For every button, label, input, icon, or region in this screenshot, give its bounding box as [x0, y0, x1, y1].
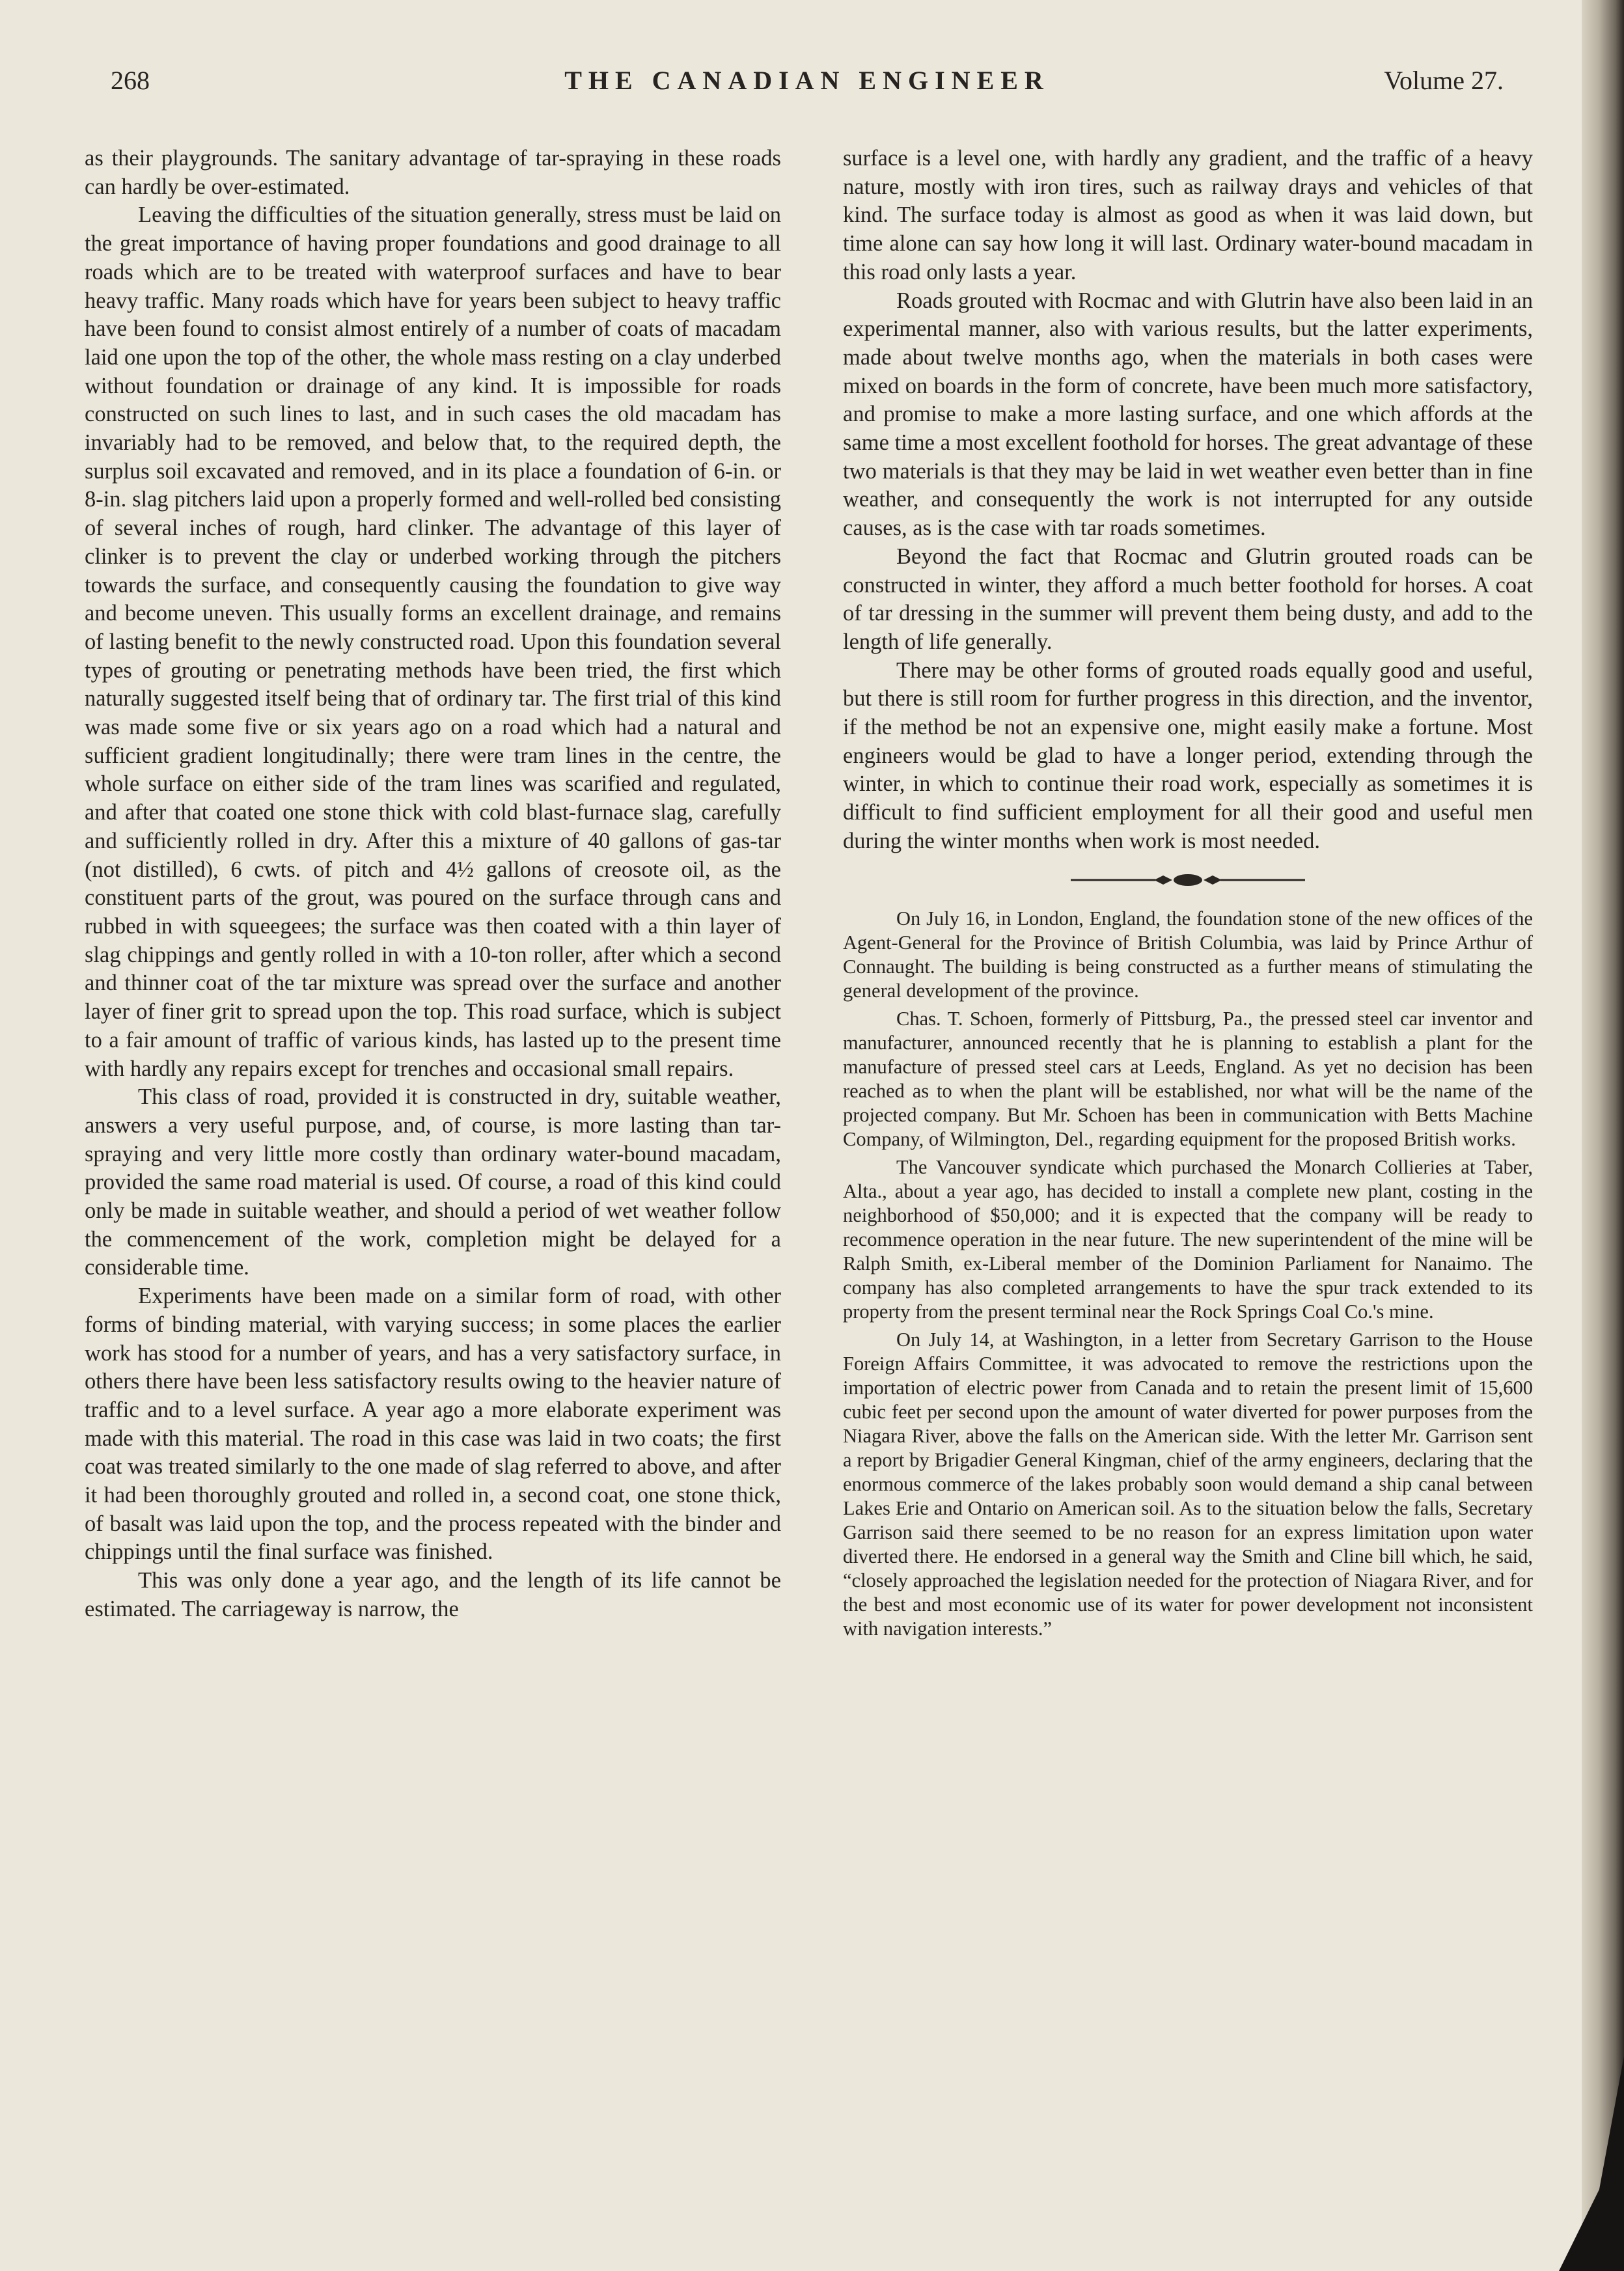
left-column — [85, 145, 781, 1624]
page-number: 268 — [111, 66, 150, 95]
book-binding-edge — [1582, 0, 1624, 2271]
paragraph: as their playgrounds. The sanitary advantage of tar-spraying in these roads can hardly be over-estimated. — [85, 146, 781, 199]
news-item: The Vancouver syndicate which purchased the Monarch Collieries at Taber, Alta., about a year ago, has decided to install a complete new plant, costing in the neighborhood of $50,000; and it is expected that the company will be ready to recommence operation in the near future. The new superintendent of the mine will be Ralph Smith, ex-Liberal member of the Dominion Parliament for Nanaimo. The company has also completed arrangements to have the spur track extended to its property from the present terminal near the Rock Springs Coal Co.'s mine. — [843, 1155, 1533, 1323]
news-item: Chas. T. Schoen, formerly of Pittsburg, Pa., the pressed steel car inventor and manufacturer, announced recently that he is planning to establish a plant for the manufacture of pressed steel cars at Leeds, England. As yet no decision has been reached as to when the plant will be established, nor what will be the name of the projected company. But Mr. Schoen has been in communication with Betts Machine Company, of Wilmington, Del., regarding equipment for the proposed British works. — [843, 1007, 1533, 1150]
article-continuation — [843, 145, 1533, 856]
right-column — [843, 145, 1533, 1645]
section-divider-ornament — [1071, 869, 1305, 891]
paragraph: surface is a level one, with hardly any gradient, and the traffic of a heavy nature, mostly with iron tires, such as railway drays and vehicles of that kind. The surface today is almost as good as when it was laid down, but time alone can say how long it will last. Ordinary water-bound macadam in this road only lasts a year. — [843, 146, 1533, 284]
running-header — [111, 65, 1504, 104]
news-items — [843, 907, 1533, 1641]
news-item: On July 14, at Washington, in a letter from Secretary Garrison to the House Foreign Affairs Committee, it was advocated to remove the restrictions upon the importation of electric power from Canada and to retain the present limit of 15,600 cubic feet per second upon the amount of water diverted for power purposes from the Niagara River, above the falls on the American side. With the letter Mr. Garrison sent a report by Brigadier General Kingman, chief of the army engineers, declaring that the enormous commerce of the lakes probably soon would demand a ship canal between Lakes Erie and Ontario on American soil. As to the situation below the falls, Secretary Garrison said there seemed to be no reason for an express limitation upon water diverted there. He endorsed in a general way the Smith and Cline bill which, he said, “closely approached the legislation needed for the protection of Niagara River, and for the best and most economic use of its water for power development not inconsistent with navigation interests.” — [843, 1328, 1533, 1640]
paragraph: Beyond the fact that Rocmac and Glutrin grouted roads can be constructed in winter, they afford a much better foothold for horses. A coat of tar dressing in the summer will prevent them being dusty, and add to the length of life generally. — [843, 544, 1533, 654]
volume-label: Volume 27. — [1384, 66, 1504, 95]
paragraph: Roads grouted with Rocmac and with Glutrin have also been laid in an experimental manner, also with various results, but the latter experiments, made about twelve months ago, when the materials in both cases were mixed on boards in the form of concrete, have been much more satisfactory, and promise to make a more lasting surface, and one which affords at the same time a most excellent foothold for horses. The great advantage of these two materials is that they may be laid in wet weather even better than in fine weather, and consequently the work is not interrupted for any outside causes, as is the case with tar roads sometimes. — [843, 288, 1533, 541]
paragraph: There may be other forms of grouted roads equally good and useful, but there is still room for further progress in this direction, and the inventor, if the method be not an expensive one, might easily make a fortune. Most engineers would be glad to have a longer period, extending through the winter, in which to continue their road work, especially as sometimes it is difficult to find sufficient employment for all their good and useful men during the winter months when work is most needed. — [843, 657, 1533, 853]
paragraph: Leaving the difficulties of the situation generally, stress must be laid on the great importance of having proper foundations and good drainage to all roads which are to be treated with waterproof surfaces and have to bear heavy traffic. Many roads which have for years been subject to heavy traffic have been found to consist almost entirely of a number of coats of macadam laid one upon the top of the other, the whole mass resting on a clay underbed without foundation or drainage of any kind. It is impossible for roads constructed on such lines to last, and in such cases the old macadam has invariably had to be removed, and below that, to the required depth, the surplus soil excavated and removed, and in its place a foundation of 6-in. or 8-in. slag pitchers laid upon a properly formed and well-rolled bed consisting of several inches of rough, hard clinker. The advantage of this layer of clinker is to prevent the clay or underbed working through the pitchers towards the surface, and consequently causing the foundation to give way and become uneven. This usually forms an excellent drainage, and remains of lasting benefit to the newly constructed road. Upon this foundation several types of grouting or penetrating methods have been tried, the first which naturally suggested itself being that of ordinary tar. The first trial of this kind was made some five or six years ago on a road which had a natural and sufficient gradient longitudinally; there were tram lines in the centre, the whole surface on either side of the tram lines was scarified and regulated, and after that coated one stone thick with cold blast-furnace slag, carefully and sufficiently rolled in dry. After this a mixture of 40 gallons of gas-tar (not distilled), 6 cwts. of pitch and 4½ gallons of creosote oil, as the constituent parts of the grout, was poured on the surface through cans and rubbed in with squeegees; the surface was then coated with a thin layer of slag chippings and gently rolled in with a 10-ton roller, after which a second and thinner coat of the tar mixture was spread over the surface and another layer of finer grit to spread upon the top. This road surface, which is subject to a fair amount of traffic of various kinds, has lasted up to the present time with hardly any repairs except for trenches and occasional small repairs. — [85, 202, 781, 1081]
paragraph: Experiments have been made on a similar form of road, with other forms of binding material, with varying success; in some places the earlier work has stood for a number of years, and has a very satisfactory surface, in others there have been less satisfactory results owing to the heavier nature of traffic and to a level surface. A year ago a more elaborate experiment was made with this material. The road in this case was laid in two coats; the first coat was treated similarly to the one made of slag referred to above, and after it had been thoroughly grouted and rolled in, a second coat, one stone thick, of basalt was laid upon the top, and the process repeated with the binder and chippings until the final surface was finished. — [85, 1284, 781, 1565]
news-item: On July 16, in London, England, the foundation stone of the new offices of the Agent-General for the Province of British Columbia, was laid by Prince Arthur of Connaught. The building is being constructed as a further means of stimulating the general development of the province. — [843, 907, 1533, 1002]
paragraph: This was only done a year ago, and the length of its life cannot be estimated. The carriageway is narrow, the — [85, 1568, 781, 1621]
journal-title: THE CANADIAN ENGINEER — [564, 66, 1050, 95]
paragraph: This class of road, provided it is constructed in dry, suitable weather, answers a very useful purpose, and, of course, is more lasting than tar-spraying and very little more costly than ordinary water-bound macadam, provided the same road material is used. Of course, a road of this kind could only be made in suitable weather, and should a period of wet weather follow the commencement of the work, completion might be delayed for a considerable time. — [85, 1084, 781, 1280]
